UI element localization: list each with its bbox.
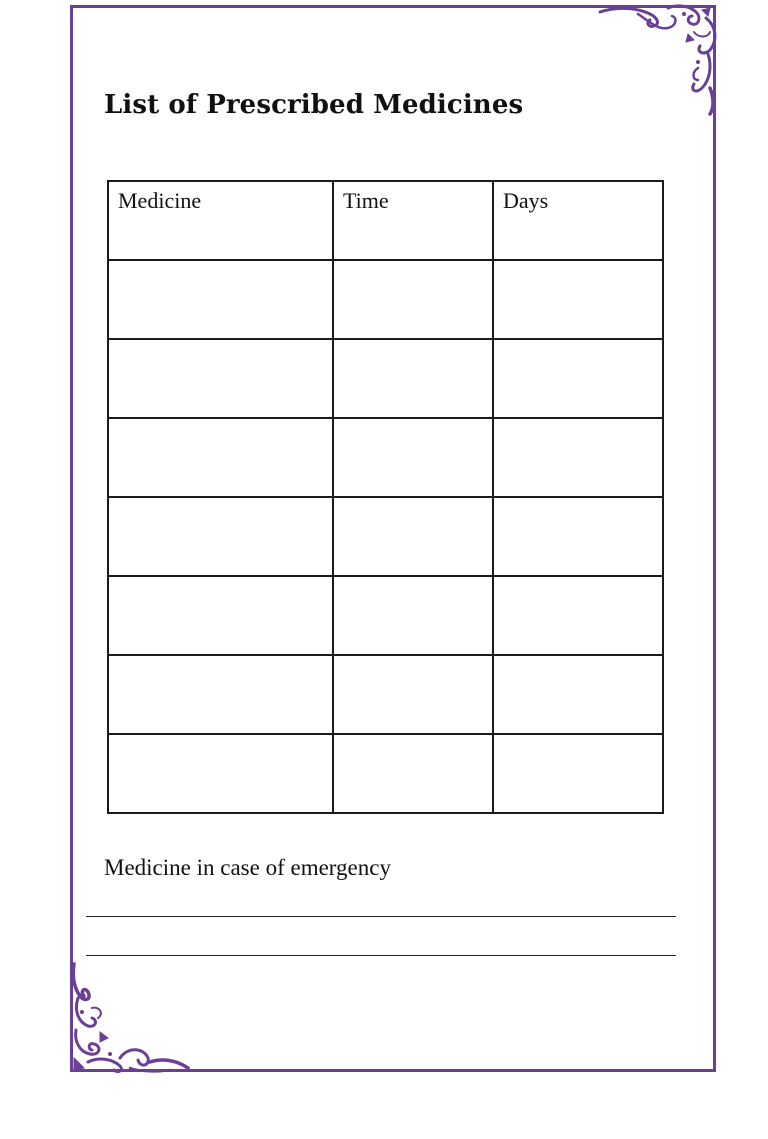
time-cell[interactable] (333, 339, 493, 418)
column-header-days: Days (493, 181, 663, 260)
medicine-cell[interactable] (108, 734, 333, 813)
table-row (108, 734, 663, 813)
medicine-cell[interactable] (108, 260, 333, 339)
emergency-write-line-2[interactable] (86, 955, 676, 956)
days-cell[interactable] (493, 418, 663, 497)
medicine-cell[interactable] (108, 418, 333, 497)
page-title: List of Prescribed Medicines (104, 90, 524, 120)
medicine-cell[interactable] (108, 576, 333, 655)
days-cell[interactable] (493, 734, 663, 813)
table-row (108, 260, 663, 339)
table-header-row (108, 181, 663, 260)
medicine-table (107, 180, 664, 814)
medicine-cell[interactable] (108, 497, 333, 576)
corner-flourish-bottom-left (70, 962, 194, 1074)
time-cell[interactable] (333, 497, 493, 576)
time-cell[interactable] (333, 734, 493, 813)
medicine-cell[interactable] (108, 339, 333, 418)
column-header-time: Time (333, 181, 493, 260)
time-cell[interactable] (333, 655, 493, 734)
emergency-write-line-1[interactable] (86, 916, 676, 917)
days-cell[interactable] (493, 655, 663, 734)
days-cell[interactable] (493, 339, 663, 418)
table-row (108, 655, 663, 734)
time-cell[interactable] (333, 260, 493, 339)
column-header-medicine: Medicine (108, 181, 333, 260)
emergency-medicine-label: Medicine in case of emergency (104, 855, 391, 880)
table-row (108, 497, 663, 576)
corner-flourish-top-right (598, 4, 718, 116)
table-row (108, 339, 663, 418)
table-row (108, 576, 663, 655)
time-cell[interactable] (333, 576, 493, 655)
time-cell[interactable] (333, 418, 493, 497)
days-cell[interactable] (493, 497, 663, 576)
days-cell[interactable] (493, 260, 663, 339)
medicine-cell[interactable] (108, 655, 333, 734)
table-row (108, 418, 663, 497)
days-cell[interactable] (493, 576, 663, 655)
